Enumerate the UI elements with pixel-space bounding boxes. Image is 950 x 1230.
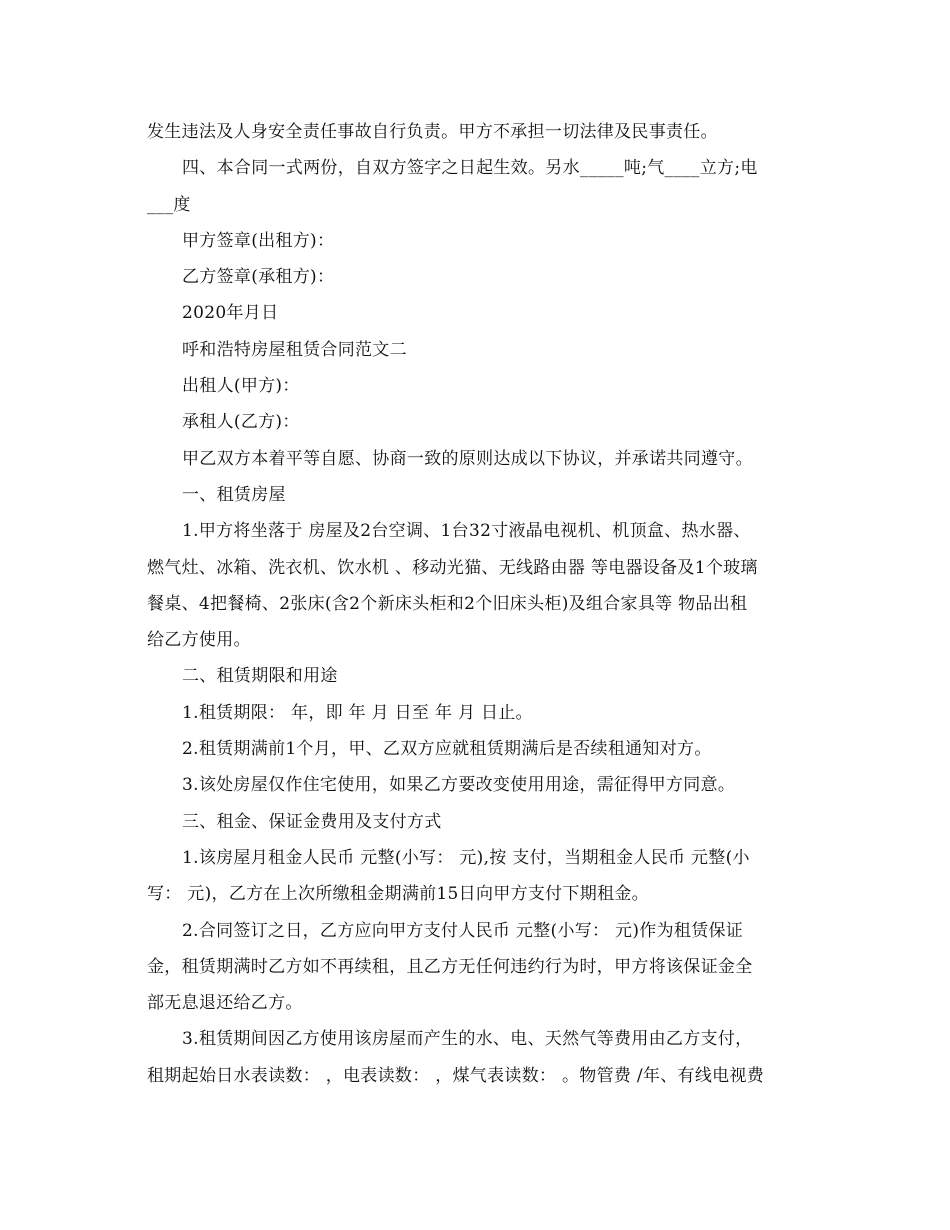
text-line: 3.租赁期间因乙方使用该房屋而产生的水、电、天然气等费用由乙方支付， (182, 1029, 753, 1050)
text-line: 金，租赁期满时乙方如不再续租，且乙方无任何违约行为时，甲方将该保证金全 (147, 956, 753, 977)
text-line: 租期起始日水表读数： ，电表读数： ，煤气表读数： 。物管费 /年、有线电视费 (147, 1065, 765, 1086)
text-line: 写： 元)，乙方在上次所缴租金期满前15日向甲方支付下期租金。 (147, 884, 649, 905)
lessor-line: 出租人(甲方)： (182, 376, 300, 397)
document-body (147, 114, 817, 1094)
clause-heading: 一、租赁房屋 (182, 484, 286, 505)
text-line: 2.合同签订之日，乙方应向甲方支付人民币 元整(小写： 元)作为租赁保证 (182, 920, 744, 941)
text-line: 2.租赁期满前1个月，甲、乙双方应就租赁期满后是否续租通知对方。 (182, 739, 712, 760)
signature-line-party-a: 甲方签章(出租方)： (182, 230, 335, 251)
lessee-line: 承租人(乙方)： (182, 412, 300, 433)
text-line: 甲乙双方本着平等自愿、协商一致的原则达成以下协议，并承诺共同遵守。 (182, 448, 753, 469)
text-line: 3.该处房屋仅作住宅使用，如果乙方要改变使用用途，需征得甲方同意。 (182, 775, 736, 796)
text-line: 部无息退还给乙方。 (147, 993, 303, 1014)
signature-line-party-b: 乙方签章(承租方)： (182, 267, 335, 288)
text-line: 1.租赁期限： 年，即 年 月 日至 年 月 日止。 (182, 702, 533, 723)
date-line: 2020年月日 (182, 303, 279, 324)
text-line: 1.该房屋月租金人民币 元整(小写： 元),按 支付，当期租金人民币 元整(小 (182, 847, 750, 868)
text-line: 燃气灶、冰箱、洗衣机、饮水机 、移动光猫、无线路由器 等电器设备及1个玻璃 (147, 557, 758, 578)
clause-heading: 二、租赁期限和用途 (182, 666, 338, 687)
text-line: 1.甲方将坐落于 房屋及2台空调、1台32寸液晶电视机、机顶盒、热水器、 (182, 521, 751, 542)
section-title: 呼和浩特房屋租赁合同范文二 (182, 339, 407, 360)
text-line: 发生违法及人身安全责任事故自行负责。甲方不承担一切法律及民事责任。 (147, 122, 718, 142)
text-line: ___度 (147, 194, 191, 215)
clause-heading: 三、租金、保证金费用及支付方式 (182, 811, 442, 832)
text-line: 给乙方使用。 (147, 630, 251, 651)
text-line: 四、本合同一式两份，自双方签字之日起生效。另水_____吨;气____立方;电 (182, 158, 758, 179)
text-line: 餐桌、4把餐椅、2张床(含2个新床头柜和2个旧床头柜)及组合家具等 物品出租 (147, 593, 748, 614)
